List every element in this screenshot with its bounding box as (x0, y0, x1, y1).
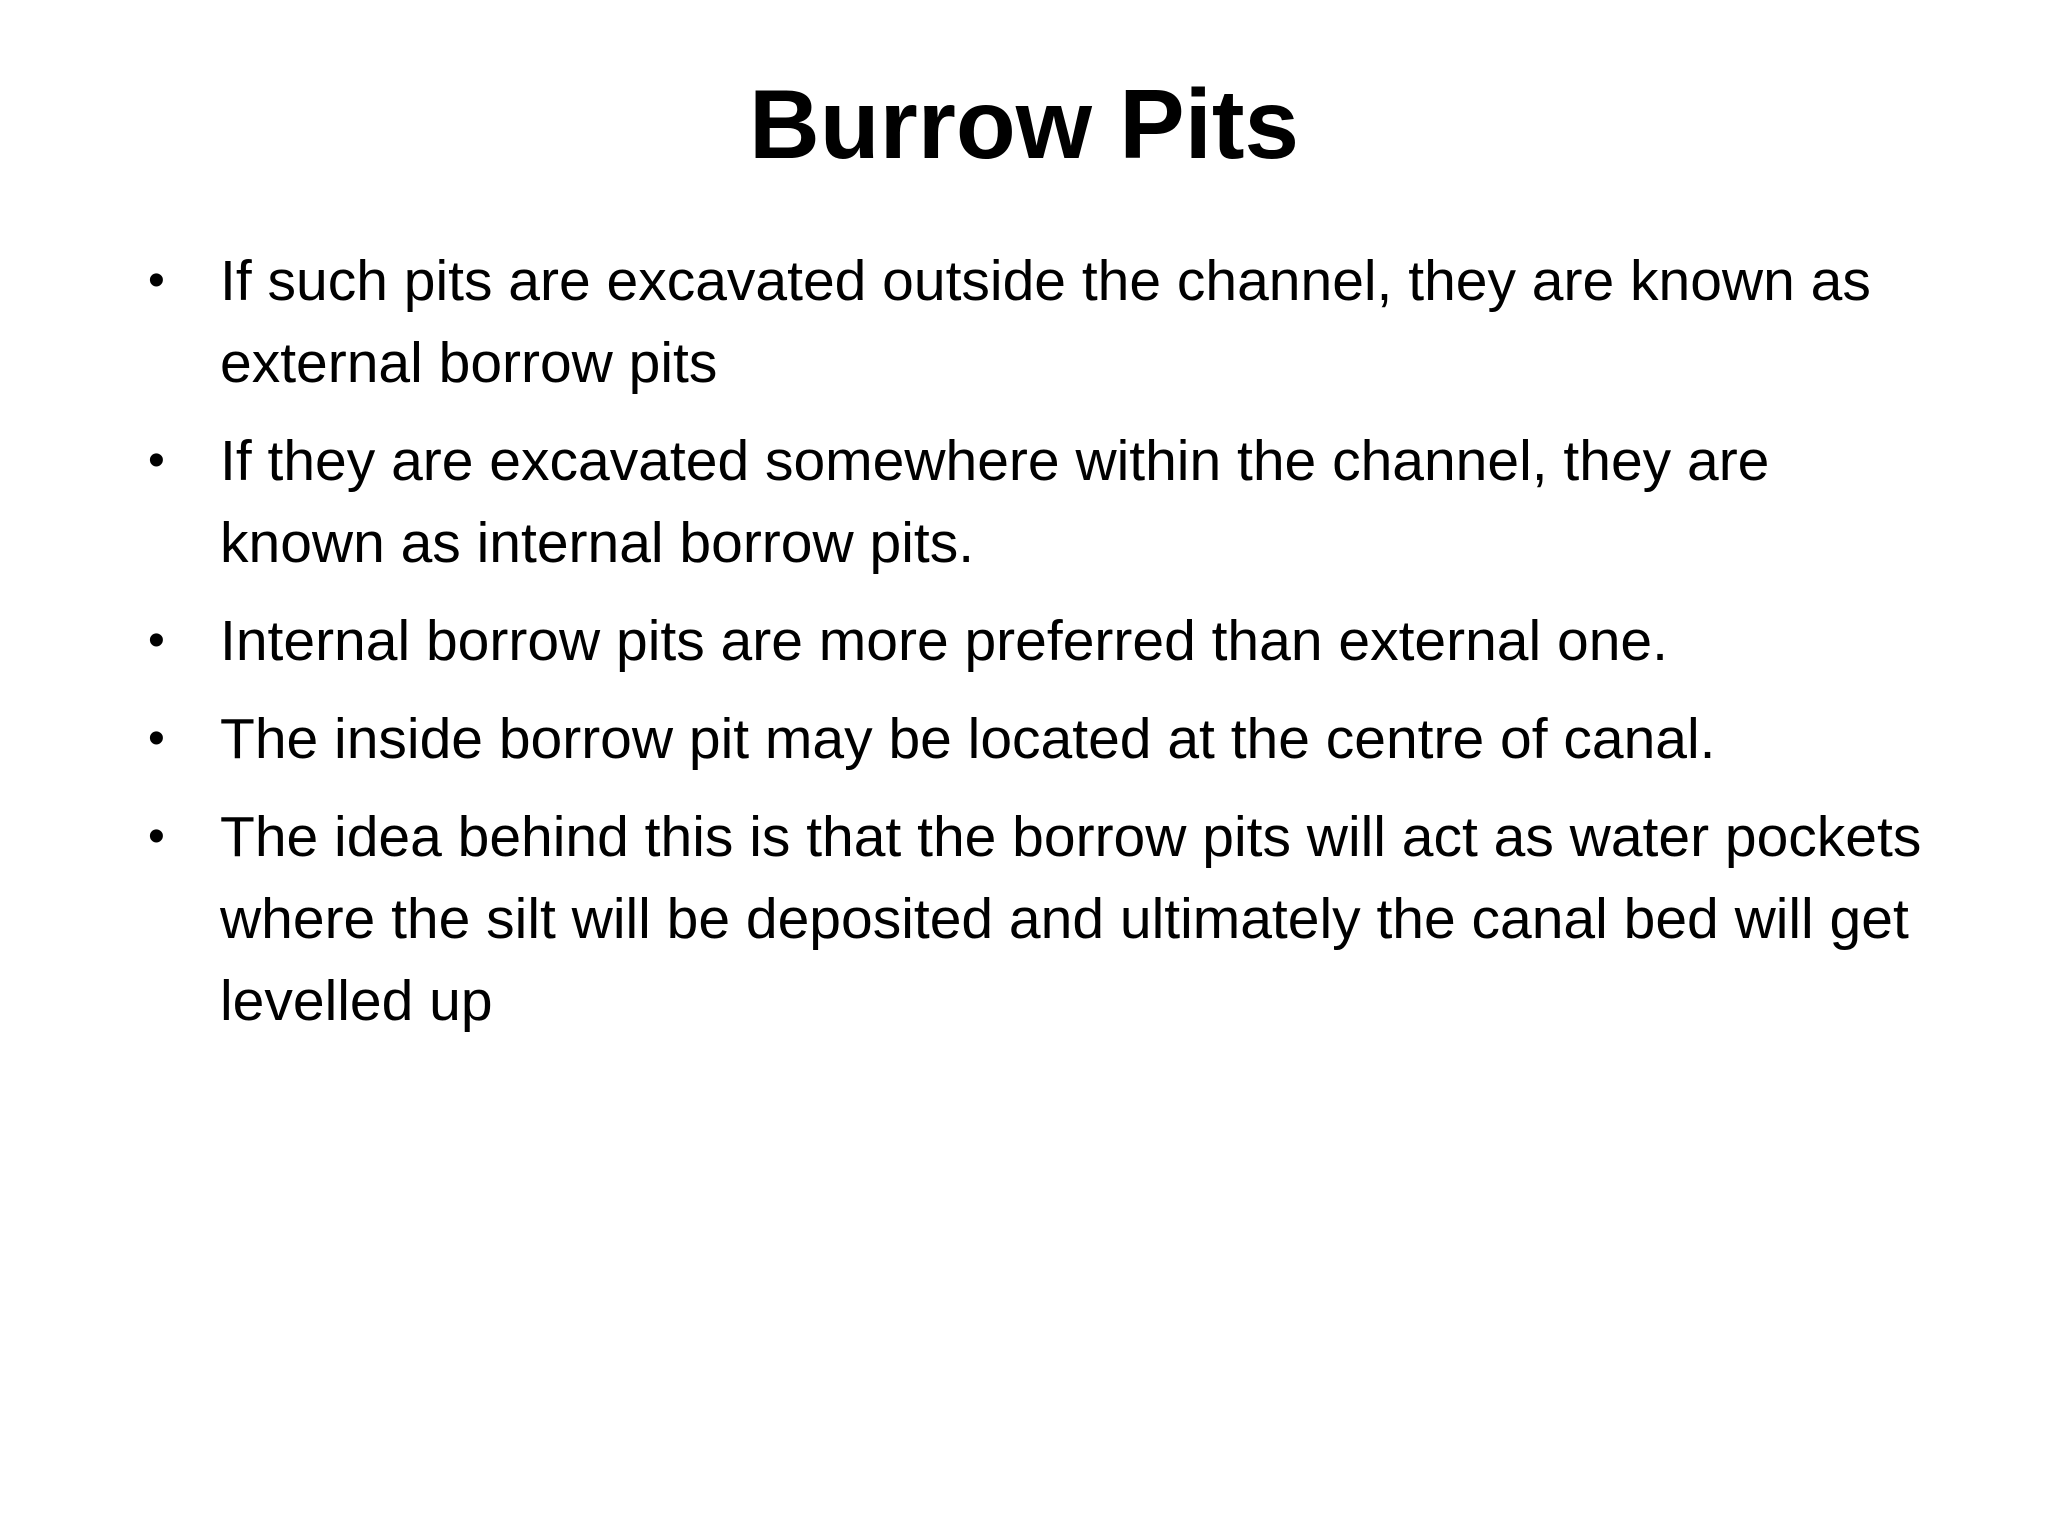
bullet-item (140, 240, 1940, 404)
slide-title: Burrow Pits (749, 69, 1299, 179)
bullet-text: If such pits are excavated outside the channel, they are known as external borrow pits (220, 249, 1871, 395)
bullet-dot-icon: • (148, 810, 165, 863)
bullet-text: If they are excavated somewhere within the channel, they are known as internal borrow pits. (220, 429, 1770, 575)
bullet-text: The idea behind this is that the borrow pits will act as water pockets where the silt will be deposited and ultimately the canal bed will get levelled up (220, 805, 1922, 1033)
bullet-dot-icon: • (148, 254, 165, 307)
bullet-dot-icon: • (148, 712, 165, 765)
bullet-dot-icon: • (148, 434, 165, 487)
bullet-text: Internal borrow pits are more preferred than external one. (220, 609, 1668, 673)
bullet-item (140, 796, 1940, 1042)
bullet-list (140, 240, 1940, 1058)
bullet-item (140, 600, 1940, 682)
bullet-dot-icon: • (148, 614, 165, 667)
bullet-text: The inside borrow pit may be located at the centre of canal. (220, 707, 1716, 771)
bullet-item (140, 698, 1940, 780)
bullet-item (140, 420, 1940, 584)
